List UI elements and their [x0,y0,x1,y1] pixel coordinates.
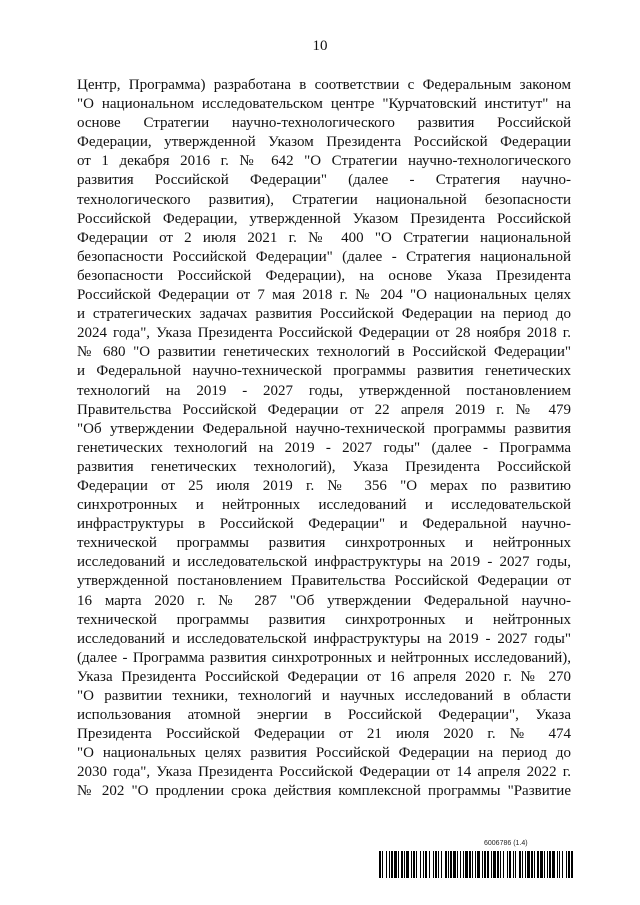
text-line: Федерации, утвержденной Указом Президента Российской Федерации [77,134,571,151]
body-text [77,76,571,802]
text-line: развития генетических технологий), Указа Президента Российской [77,458,571,475]
text-line: и Федеральной научно-технической программы развития генетических [77,363,571,380]
text-line: 2030 года", Указа Президента Российской Федерации от 14 апреля 2022 г. [77,764,571,781]
text-line: Федерации от 25 июля 2019 г. № 356 "О мерах по развитию [77,477,571,494]
text-line: основе Стратегии научно-технологического развития Российской [77,115,571,132]
text-line: Российской Федерации от 7 мая 2018 г. № 204 "О национальных целях [77,287,571,304]
text-line: Федерации от 2 июля 2021 г. № 400 "О Стратегии национальной [77,229,571,246]
text-line: Российской Федерации, утвержденной Указом Президента Российской [77,210,571,227]
text-line: технологического развития), Стратегии национальной безопасности [77,191,571,208]
text-line: безопасности Российской Федерации" (далее - Стратегия национальной [77,248,571,265]
text-line: Правительства Российской Федерации от 22 апреля 2019 г. № 479 [77,401,571,418]
text-line: "Об утверждении Федеральной научно-технической программы развития [77,420,571,437]
text-line: безопасности Российской Федерации), на основе Указа Президента [77,267,571,284]
text-line: генетических технологий на 2019 - 2027 годы" (далее - Программа [77,439,571,456]
text-line: и стратегических задачах развития Российской Федерации на период до [77,306,571,323]
text-line: 2024 года", Указа Президента Российской Федерации от 28 ноября 2018 г. [77,325,571,342]
text-line: технической программы развития синхротронных и нейтронных [77,535,571,552]
text-line: 16 марта 2020 г. № 287 "Об утверждении Федеральной научно- [77,592,571,609]
text-line: исследований и исследовательской инфраструктуры на 2019 - 2027 годы, [77,554,571,571]
text-line: Президента Российской Федерации от 21 июля 2020 г. № 474 [77,726,571,743]
text-line: технологий на 2019 - 2027 годы, утвержденной постановлением [77,382,571,399]
text-line: развития Российской Федерации" (далее - Стратегия научно- [77,172,571,189]
text-line: от 1 декабря 2016 г. № 642 "О Стратегии научно-технологического [77,153,571,170]
text-line: инфраструктуры в Российской Федерации" и Федеральной научно- [77,516,571,533]
text-line: исследований и исследовательской инфраструктуры на 2019 - 2027 годы" [77,630,571,647]
text-line: Указа Президента Российской Федерации от 16 апреля 2020 г. № 270 [77,668,571,685]
text-line: технической программы развития синхротронных и нейтронных [77,611,571,628]
text-line: "О национальных целях развития Российской Федерации на период до [77,745,571,762]
document-code: 6006786 (1.4) [484,840,528,847]
text-line: № 680 "О развитии генетических технологий в Российской Федерации" [77,344,571,361]
text-line: "О развитии техники, технологий и научных исследований в области [77,688,571,704]
text-line: "О национальном исследовательском центре "Курчатовский институт" на [77,96,571,113]
text-line: № 202 "О продлении срока действия комплексной программы "Развитие [77,783,571,800]
text-line: утвержденной постановлением Правительства Российской Федерации от [77,573,571,590]
text-line: синхротронных и нейтронных исследований и исследовательской [77,497,571,514]
text-line: использования атомной энергии в Российской Федерации", Указа [77,707,571,724]
page-number: 10 [312,38,328,54]
text-line: Центр, Программа) разработана в соответствии с Федеральным законом [77,77,571,93]
barcode-icon [379,851,573,878]
text-line: (далее - Программа развития синхротронных и нейтронных исследований), [77,649,571,666]
